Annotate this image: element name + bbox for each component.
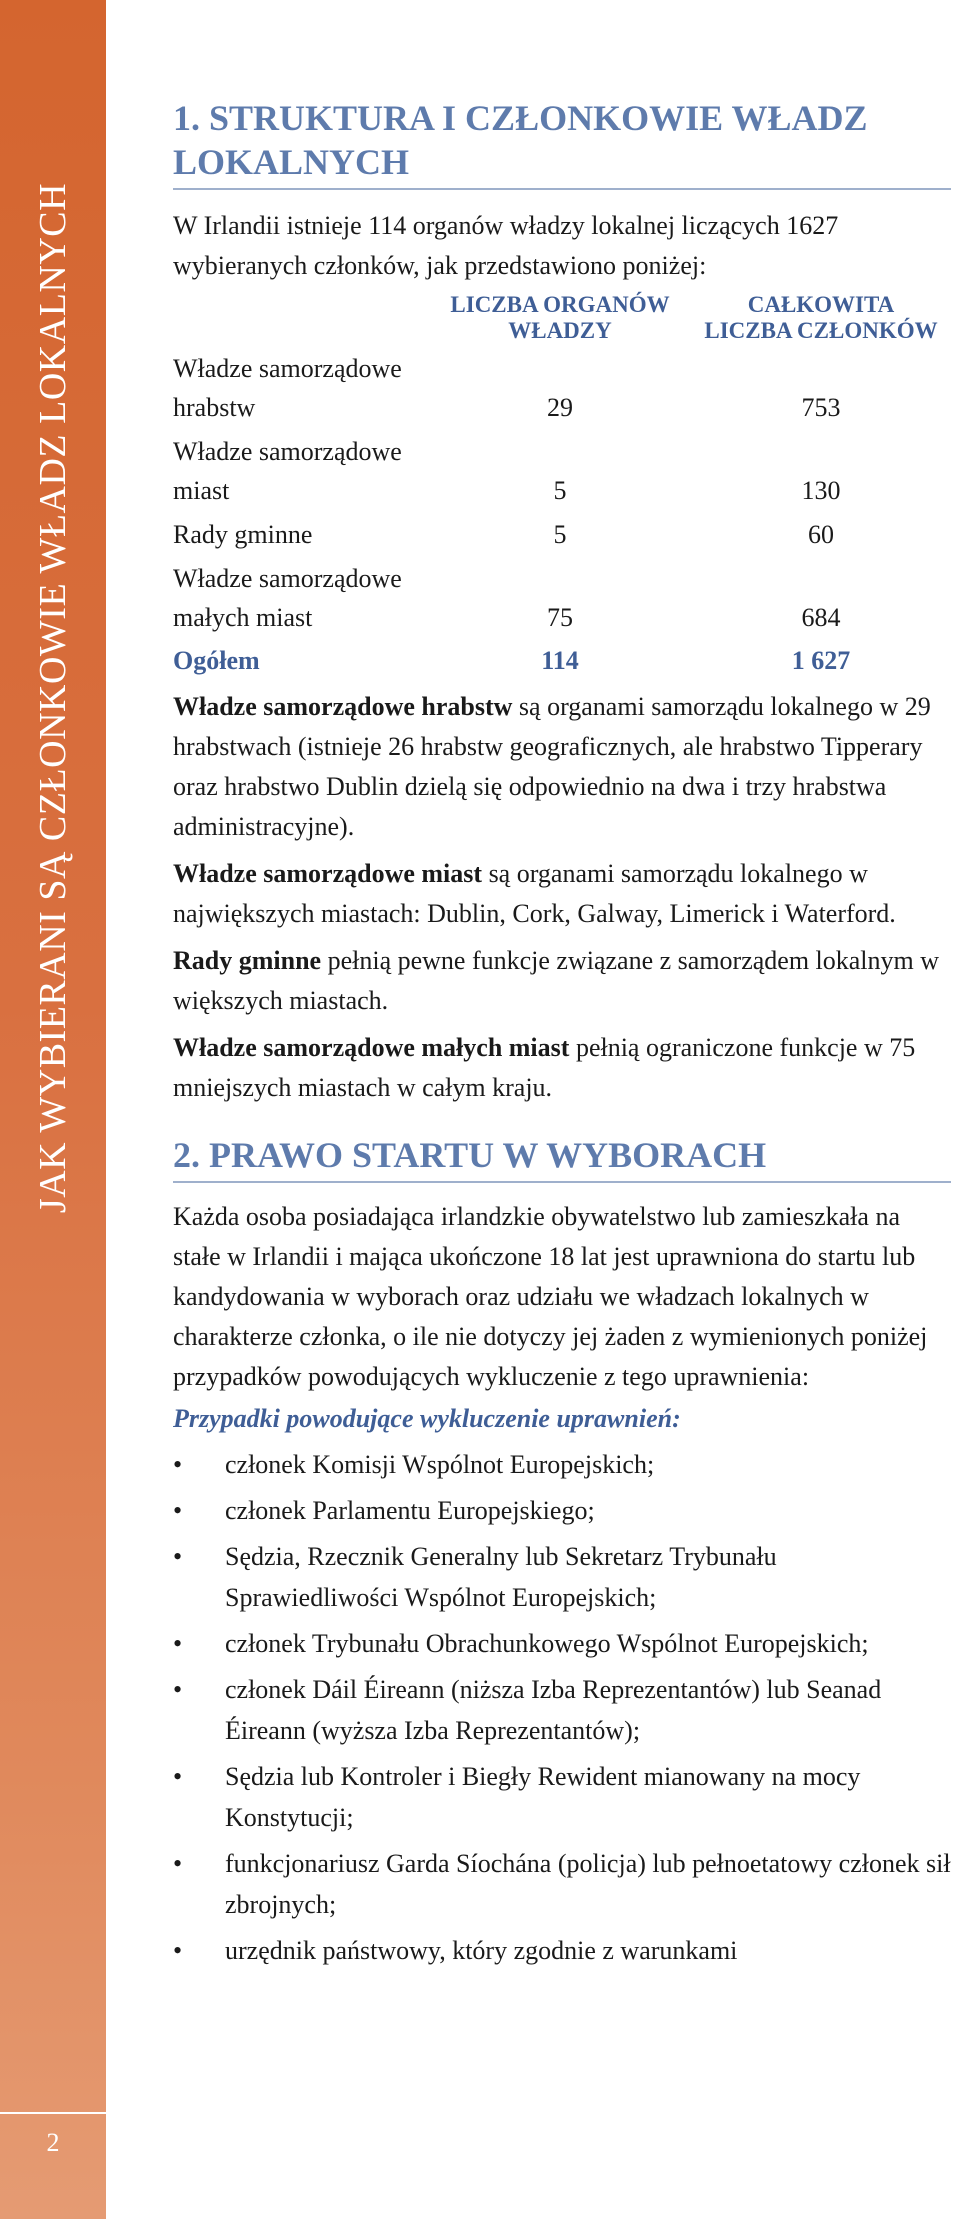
local-authorities-table	[173, 292, 951, 680]
section-1-heading-line1: 1. STRUKTURA I CZŁONKOWIE WŁADZ	[173, 98, 868, 138]
paragraph-city-councils: Władze samorządowe miast są organami samorządu lokalnego w największych miastach: Dublin, Cork, Galway, Limerick i Waterford.	[173, 859, 896, 928]
section-2-heading-wrap	[173, 1133, 951, 1183]
total-members: 1 627	[791, 646, 851, 675]
row-bodies: 75	[547, 603, 573, 632]
table-total-row	[173, 637, 951, 680]
list-item: • funkcjonariusz Garda Síochána (policja) lub pełnoetatowy członek sił zbrojnych;	[173, 1843, 951, 1925]
row-members: 130	[801, 476, 841, 505]
table-header-bodies: LICZBA ORGANÓW WŁADZY	[450, 292, 670, 343]
bullet-icon: •	[173, 1675, 183, 1704]
section-1-heading-line2: LOKALNYCH	[173, 142, 410, 182]
row-label: Władze samorządowe miast	[173, 437, 402, 505]
list-item: • Sędzia lub Kontroler i Biegły Rewident mianowany na mocy Konstytucji;	[173, 1756, 951, 1838]
bullet-icon: •	[173, 1542, 183, 1571]
table-header-type	[173, 292, 429, 344]
sidebar-title: JAK WYBIERANI SĄ CZŁONKOWIE WŁADZ LOKALNYCH	[32, 182, 74, 1214]
bullet-icon: •	[173, 1629, 183, 1658]
table-header-members: CAŁKOWITA LICZBA CZŁONKÓW	[704, 292, 938, 343]
row-bodies: 29	[547, 393, 573, 422]
row-label: Władze samorządowe małych miast	[173, 564, 402, 632]
row-label: Rady gminne	[173, 520, 313, 549]
bullet-icon: •	[173, 1450, 183, 1479]
list-item: • Sędzia, Rzecznik Generalny lub Sekretarz Trybunału Sprawiedliwości Wspólnot Europejskich;	[173, 1536, 951, 1618]
paragraph-borough-councils: Rady gminne pełnią pewne funkcje związane z samorządem lokalnym w większych miastach.	[173, 946, 940, 1015]
row-members: 684	[801, 603, 841, 632]
bullet-icon: •	[173, 1762, 183, 1791]
total-bodies: 114	[541, 646, 579, 675]
list-item: • członek Parlamentu Europejskiego;	[173, 1490, 951, 1531]
disqualifications-subheading: Przypadki powodujące wykluczenie uprawnień:	[173, 1404, 681, 1433]
bullet-icon: •	[173, 1936, 183, 1965]
table-row	[173, 510, 951, 554]
section-2-intro: Każda osoba posiadająca irlandzkie obywatelstwo lub zamieszkała na stałe w Irlandii i mająca ukończone 18 lat jest uprawniona do startu lub kandydowania w wyborach oraz udziału we władzach lokalnych w charakterze członka, o ile nie dotyczy jej żaden z wymienionych poniżej przypadków powodujących wykluczenie z tego uprawnienia:	[173, 1202, 928, 1391]
list-item: • urzędnik państwowy, który zgodnie z warunkami	[173, 1930, 951, 1971]
bullet-icon: •	[173, 1849, 183, 1878]
list-item: • członek Dáil Éireann (niższa Izba Reprezentantów) lub Seanad Éireann (wyższa Izba Reprezentantów);	[173, 1669, 951, 1751]
section-1-intro: W Irlandii istnieje 114 organów władzy lokalnej liczących 1627 wybieranych członków, jak przedstawiono poniżej:	[173, 211, 839, 280]
bullet-icon: •	[173, 1496, 183, 1525]
row-bodies: 5	[553, 520, 567, 549]
table-row	[173, 427, 951, 510]
row-members: 753	[801, 393, 841, 422]
table-row	[173, 344, 951, 427]
total-label: Ogółem	[173, 646, 260, 675]
page-number: 2	[46, 2128, 60, 2157]
list-item: • członek Trybunału Obrachunkowego Wspólnot Europejskich;	[173, 1623, 951, 1664]
page-content	[173, 96, 951, 1971]
sidebar-band	[0, 0, 106, 2219]
row-label: Władze samorządowe hrabstw	[173, 354, 402, 422]
row-bodies: 5	[553, 476, 567, 505]
disqualifications-list	[173, 1444, 951, 1971]
paragraph-county-councils: Władze samorządowe hrabstw są organami samorządu lokalnego w 29 hrabstwach (istnieje 26 hrabstw geograficznych, ale hrabstwo Tipperary oraz hrabstwo Dublin dzielą się odpowiednio na dwa i trzy hrabstwa administracyjne).	[173, 692, 931, 841]
sidebar-divider	[0, 2112, 106, 2114]
section-1-heading	[173, 96, 951, 190]
list-item: • członek Komisji Wspólnot Europejskich;	[173, 1444, 951, 1485]
row-members: 60	[808, 520, 834, 549]
paragraph-town-councils: Władze samorządowe małych miast pełnią ograniczone funkcje w 75 mniejszych miastach w całym kraju.	[173, 1033, 916, 1102]
table-row	[173, 554, 951, 637]
section-2-heading: 2. PRAWO STARTU W WYBORACH	[173, 1133, 951, 1183]
table-header-row	[173, 292, 951, 344]
